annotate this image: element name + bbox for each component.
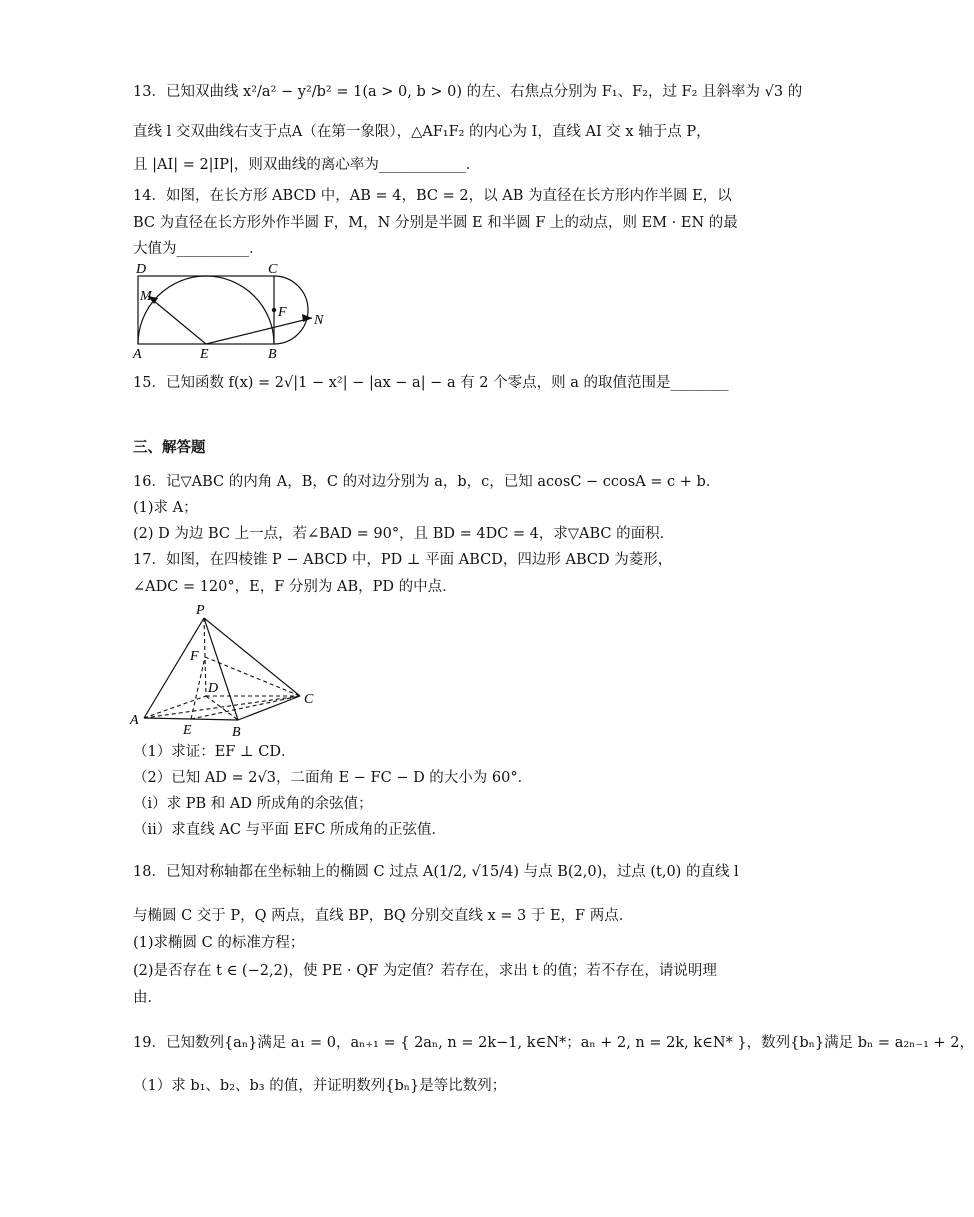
rectangle-abcd <box>138 276 274 344</box>
q14-line-1: 14．如图，在长方形 ABCD 中，AB = 4，BC = 2，以 AB 为直径在长方形内作半圆 E，以 <box>133 188 732 204</box>
q17-line-4: （2）已知 AD = 2√3，二面角 E − FC − D 的大小为 60°． <box>133 770 533 786</box>
label-b: B <box>268 347 277 362</box>
label-d: D <box>136 262 147 277</box>
q13-line-2: 直线 l 交双曲线右支于点A（在第一象限），△AF₁F₂ 的内心为 I，直线 AI 交 x 轴于点 P， <box>133 124 711 140</box>
label-a: A <box>130 713 139 728</box>
q17-figure <box>128 600 328 740</box>
q14-line-2: BC 为直径在长方形外作半圆 F，M，N 分别是半圆 E 和半圆 F 上的动点，则 EM · EN 的最 <box>133 215 738 231</box>
label-e: E <box>200 347 209 362</box>
vector-em <box>148 296 206 344</box>
q18-line-3: (1)求椭圆 C 的标准方程； <box>133 935 305 951</box>
arrow-n <box>302 314 312 322</box>
q14-diagram <box>128 258 328 362</box>
q19-line-2: （1）求 b₁、b₂、b₃ 的值，并证明数列{bₙ}是等比数列； <box>133 1078 507 1094</box>
label-m: M <box>140 289 152 304</box>
q18-line-2: 与椭圆 C 交于 P，Q 两点，直线 BP，BQ 分别交直线 x = 3 于 E，F 两点． <box>133 908 634 924</box>
label-d: D <box>208 681 219 696</box>
q17-line-6: （ii）求直线 AC 与平面 EFC 所成角的正弦值． <box>133 822 447 838</box>
label-b: B <box>232 725 241 740</box>
label-n: N <box>314 313 324 328</box>
semicircle-e <box>138 276 274 344</box>
diagonal-ac <box>144 696 300 718</box>
q14-line-3: 大值为__________． <box>133 241 264 257</box>
edge-bc <box>238 696 300 720</box>
point-f <box>272 308 276 312</box>
segment-ec <box>191 696 300 719</box>
q13-line-1: 13．已知双曲线 x²/a² − y²/b² = 1(a > 0, b > 0) 的左、右焦点分别为 F₁、F₂，过 F₂ 且斜率为 √3 的 <box>133 84 803 100</box>
q16-line-2: (1)求 A； <box>133 500 198 516</box>
q17-line-2: ∠ADC = 120°，E，F 分别为 AB，PD 的中点． <box>133 579 457 595</box>
q18-line-5: 由． <box>133 990 162 1006</box>
q16-line-3: (2) D 为边 BC 上一点，若∠BAD = 90°，且 BD = 4DC = 4，求▽ABC 的面积． <box>133 526 675 542</box>
label-a: A <box>133 347 142 362</box>
vector-en <box>206 318 312 344</box>
section-heading: 三、解答题 <box>133 440 206 456</box>
q17-line-1: 17．如图，在四棱锥 P − ABCD 中，PD ⊥ 平面 ABCD，四边形 ABCD 为菱形， <box>133 552 673 568</box>
q18-line-1: 18．已知对称轴都在坐标轴上的椭圆 C 过点 A(1/2, √15/4) 与点 B(2,0)，过点 (t,0) 的直线 l <box>133 864 739 880</box>
q19-line-1: 19．已知数列{aₙ}满足 a₁ = 0，aₙ₊₁ = { 2aₙ, n = 2k−1, k∈N*；aₙ + 2, n = 2k, k∈N* }，数列{bₙ}满足 bₙ = a₂ₙ₋₁ + 2， <box>133 1035 974 1051</box>
label-e: E <box>183 723 192 738</box>
q17-line-5: （i）求 PB 和 AD 所成角的余弦值； <box>133 796 373 812</box>
diagonal-db <box>206 696 238 720</box>
q17-diagram <box>128 600 328 740</box>
q14-figure <box>128 258 328 362</box>
edge-pc <box>204 618 300 696</box>
label-f: F <box>190 649 199 664</box>
q15-line-1: 15．已知函数 f(x) = 2√|1 − x²| − |ax − a| − a 有 2 个零点，则 a 的取值范围是________ <box>133 375 729 391</box>
edge-ad <box>144 696 206 718</box>
q16-line-1: 16．记▽ABC 的内角 A，B，C 的对边分别为 a，b，c，已知 acosC − ccosA = c + b． <box>133 474 721 490</box>
segment-fc <box>205 657 300 696</box>
q13-line-3: 且 |AI| = 2|IP|，则双曲线的离心率为____________． <box>133 157 481 173</box>
label-c: C <box>268 262 278 277</box>
label-c: C <box>304 692 314 707</box>
q18-line-4: (2)是否存在 t ∈ (−2,2)，使 PE · QF 为定值？若存在，求出 t 的值；若不存在，请说明理 <box>133 963 717 979</box>
q17-line-3: （1）求证：EF ⊥ CD． <box>133 744 296 760</box>
label-p: P <box>196 603 205 618</box>
label-f: F <box>278 305 287 320</box>
